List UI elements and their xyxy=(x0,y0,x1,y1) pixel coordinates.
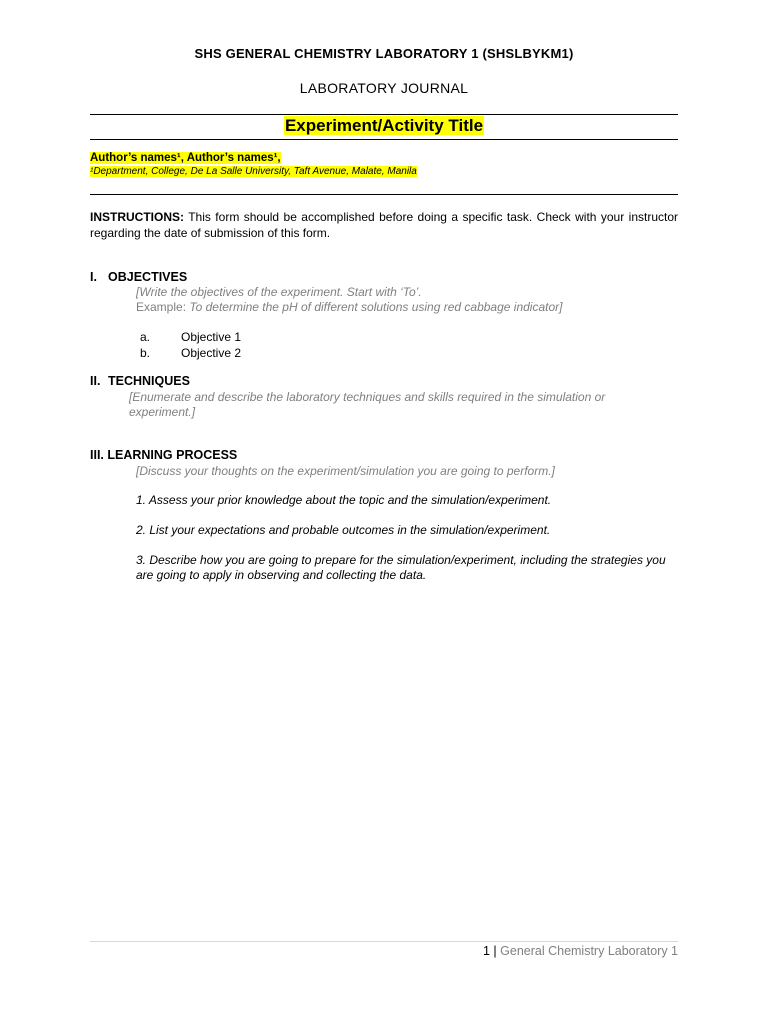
techniques-heading-text: TECHNIQUES xyxy=(108,374,190,388)
authors-line xyxy=(90,152,281,164)
instructions-paragraph xyxy=(90,209,678,241)
list-item-text: Objective 2 xyxy=(181,346,242,360)
experiment-title: Experiment/Activity Title xyxy=(284,116,484,135)
objectives-example xyxy=(136,300,562,314)
list-item-letter: a. xyxy=(140,330,151,344)
footer-separator: | xyxy=(489,944,501,958)
instructions-label: INSTRUCTIONS: xyxy=(90,210,184,224)
learning-question-2: 2. List your expectations and probable outcomes in the simulation/experiment. xyxy=(136,523,551,537)
list-item-text: Objective 1 xyxy=(181,330,242,344)
author-names: Author’s names¹, Author’s names¹, xyxy=(90,152,281,164)
learning-note: [Discuss your thoughts on the experiment/simulation you are going to perform.] xyxy=(136,464,555,478)
footer-label: General Chemistry Laboratory 1 xyxy=(500,944,678,958)
page-number: 1 xyxy=(482,944,490,958)
objectives-heading-text: OBJECTIVES xyxy=(108,270,188,284)
example-text: To determine the pH of different solutions using red cabbage indicator] xyxy=(189,300,563,314)
list-item-letter: b. xyxy=(140,346,151,360)
footer-rule xyxy=(90,941,678,942)
list-item xyxy=(140,346,241,360)
instructions-text: This form should be accomplished before doing a specific task. Check with your instructor regarding the date of submission of this form. xyxy=(90,210,678,240)
objectives-heading xyxy=(90,270,187,284)
techniques-note: [Enumerate and describe the laboratory techniques and skills required in the simulation or experiment.] xyxy=(129,390,606,419)
page-footer xyxy=(483,944,678,958)
objectives-number: I. xyxy=(90,270,97,284)
example-label: Example: xyxy=(136,300,190,314)
objectives-note: [Write the objectives of the experiment. Start with ‘To’. xyxy=(136,285,422,299)
author-rule xyxy=(90,194,678,195)
affiliation-line xyxy=(90,166,417,177)
learning-question-3: 3. Describe how you are going to prepare for the simulation/experiment, including the strategies you are going to apply in observing and collecting the data. xyxy=(136,553,666,582)
list-item xyxy=(140,330,241,344)
course-header: SHS GENERAL CHEMISTRY LABORATORY 1 (SHSLBYKM1) xyxy=(194,46,574,61)
top-rule xyxy=(90,114,678,115)
title-container xyxy=(0,116,768,136)
affiliation-text: ¹Department, College, De La Salle University, Taft Avenue, Malate, Manila xyxy=(90,166,417,177)
title-rule xyxy=(90,139,678,140)
learning-heading: III. LEARNING PROCESS xyxy=(90,448,238,462)
techniques-heading xyxy=(90,374,190,388)
learning-question-1: 1. Assess your prior knowledge about the topic and the simulation/experiment. xyxy=(136,493,552,507)
techniques-number: II. xyxy=(90,374,101,388)
journal-header: LABORATORY JOURNAL xyxy=(299,80,469,96)
